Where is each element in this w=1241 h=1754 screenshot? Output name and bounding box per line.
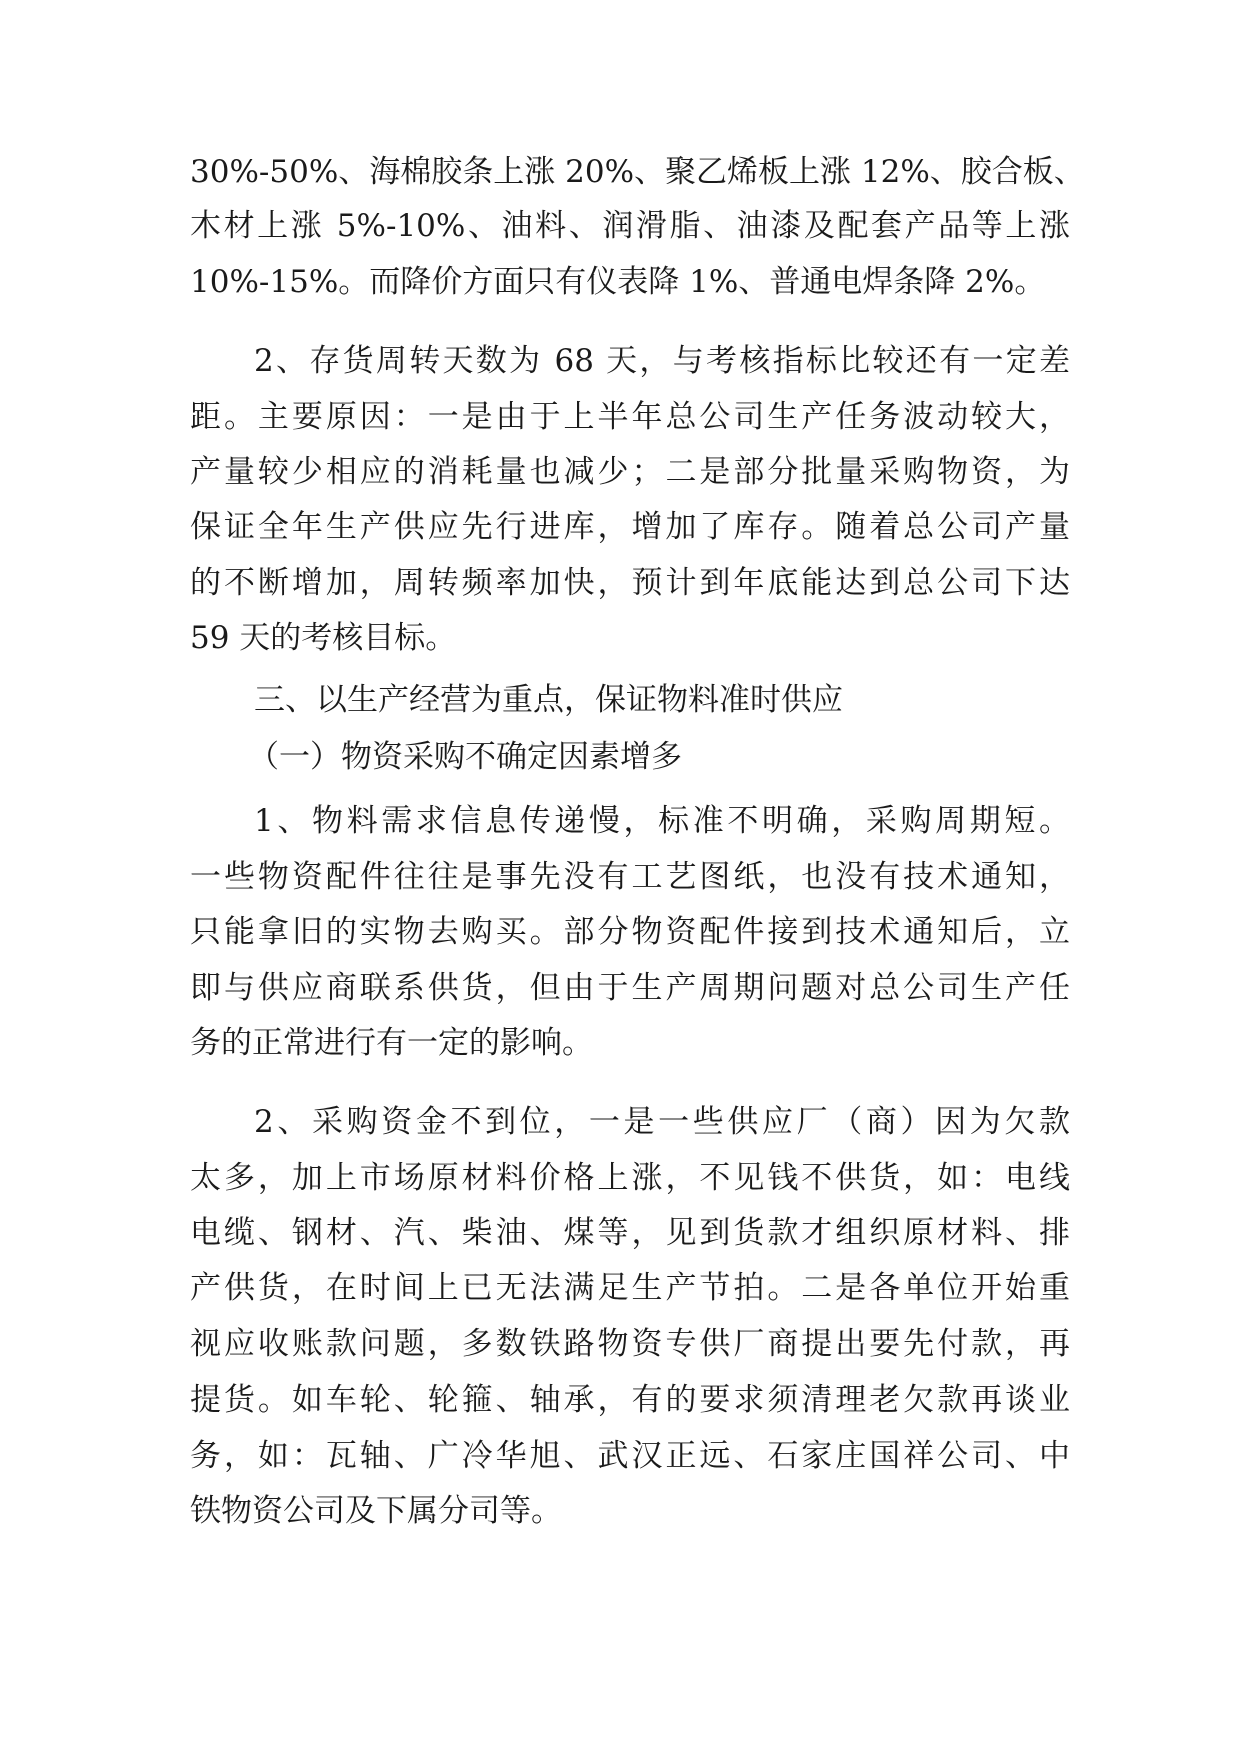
text-line: 铁物资公司及下属分司等。	[190, 1493, 562, 1529]
text-line: 距。主要原因：一是由于上半年总公司生产任务波动较大，	[190, 399, 1070, 435]
text-line: 产量较少相应的消耗量也减少；二是部分批量采购物资，为	[190, 454, 1070, 490]
text-line: 只能拿旧的实物去购买。部分物资配件接到技术通知后，立	[190, 914, 1070, 950]
text-line: 59 天的考核目标。	[190, 620, 457, 656]
text-line: 30%-50%、海棉胶条上涨 20%、聚乙烯板上涨 12%、胶合板、	[190, 154, 1085, 190]
text-line: 务，如：瓦轴、广冷华旭、武汉正远、石家庄国祥公司、中	[190, 1438, 1070, 1474]
text-line: 提货。如车轮、轮箍、轴承，有的要求须清理老欠款再谈业	[190, 1382, 1070, 1418]
text-line: 的不断增加，周转频率加快，预计到年底能达到总公司下达	[190, 565, 1070, 601]
text-line: 电缆、钢材、汽、柴油、煤等，见到货款才组织原材料、排	[190, 1215, 1070, 1251]
text-line: 保证全年生产供应先行进库，增加了库存。随着总公司产量	[190, 509, 1070, 545]
subsection-heading: （一）物资采购不确定因素增多	[248, 739, 682, 775]
section-heading: 三、以生产经营为重点，保证物料准时供应	[254, 682, 843, 718]
text-line: 太多，加上市场原材料价格上涨，不见钱不供货，如：电线	[190, 1160, 1070, 1196]
text-line: 务的正常进行有一定的影响。	[190, 1025, 593, 1061]
text-line: 产供货，在时间上已无法满足生产节拍。二是各单位开始重	[190, 1270, 1070, 1306]
text-line: 视应收账款问题，多数铁路物资专供厂商提出要先付款，再	[190, 1326, 1070, 1362]
paragraph-start-line: 2、采购资金不到位，一是一些供应厂（商）因为欠款	[254, 1104, 1070, 1140]
paragraph-start-line: 2、存货周转天数为 68 天，与考核指标比较还有一定差	[254, 343, 1070, 379]
text-line: 一些物资配件往往是事先没有工艺图纸，也没有技术通知，	[190, 859, 1070, 895]
text-line: 10%-15%。而降价方面只有仪表降 1%、普通电焊条降 2%。	[190, 264, 1046, 300]
paragraph-start-line: 1、物料需求信息传递慢，标准不明确，采购周期短。	[254, 803, 1070, 839]
text-line: 即与供应商联系供货，但由于生产周期问题对总公司生产任	[190, 970, 1070, 1006]
text-line: 木材上涨 5%-10%、油料、润滑脂、油漆及配套产品等上涨	[190, 208, 1070, 244]
